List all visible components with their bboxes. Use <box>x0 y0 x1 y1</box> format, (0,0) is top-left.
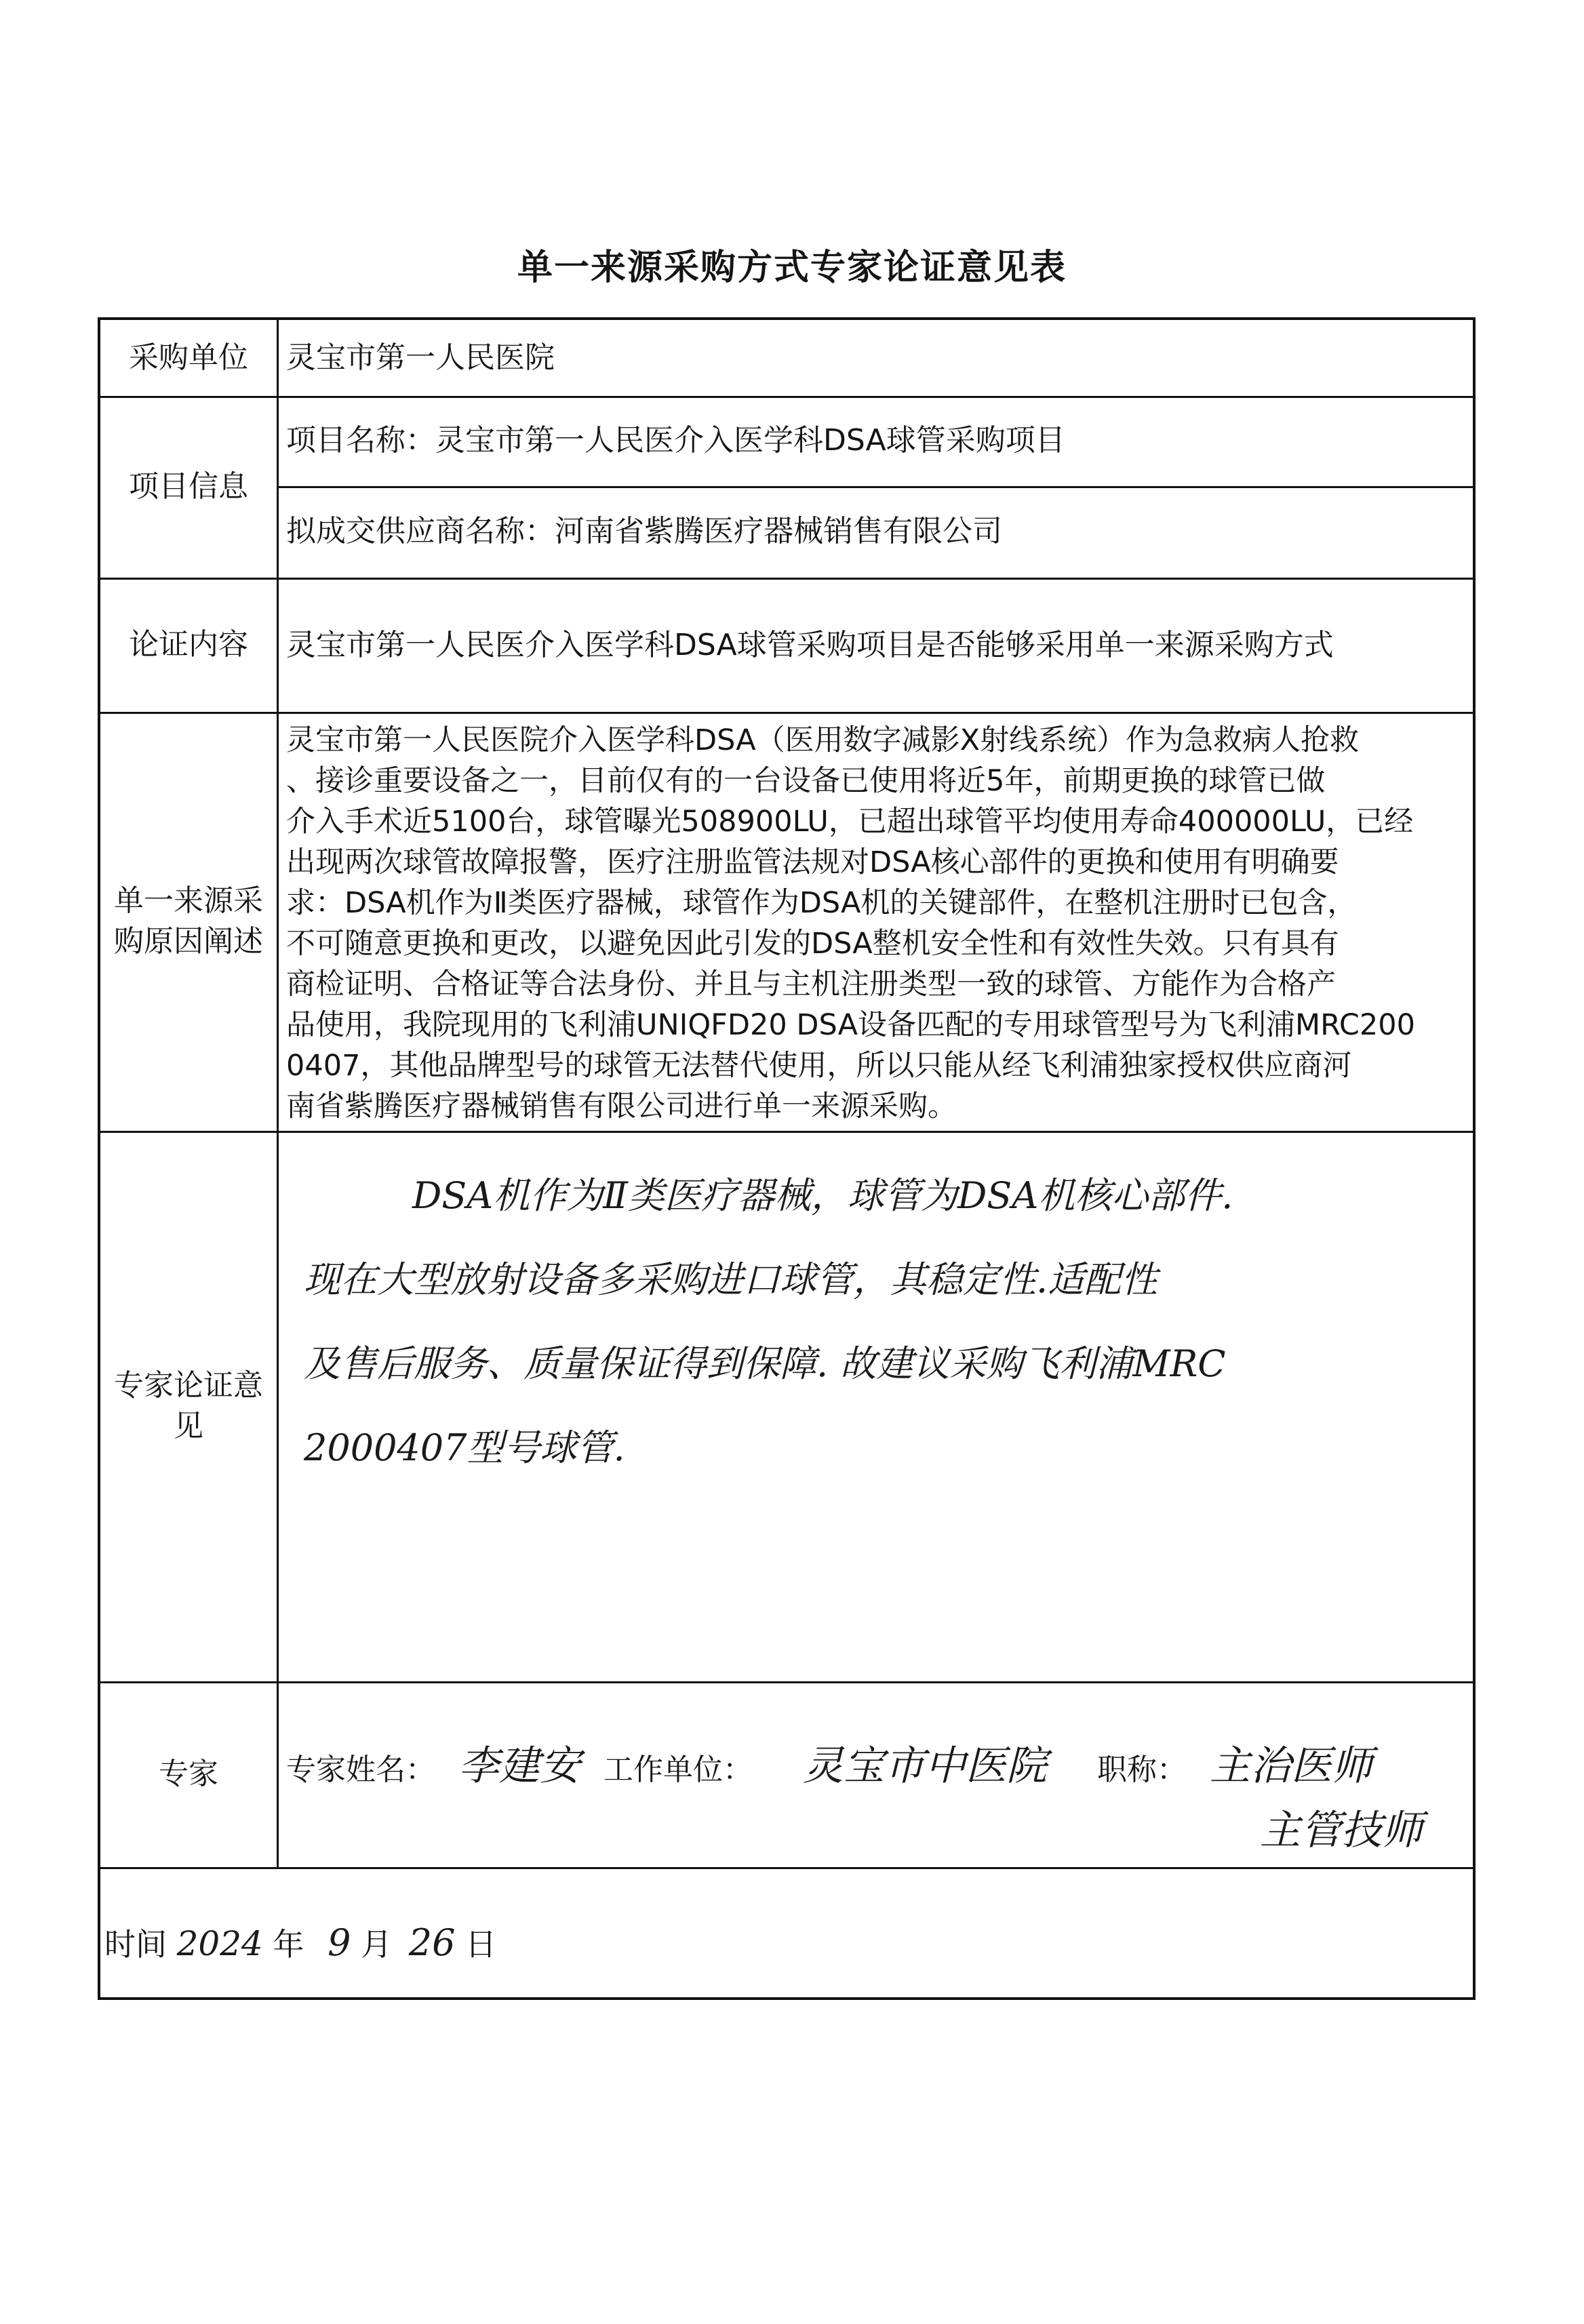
reason-line: 出现两次球管故障报警，医疗注册监管法规对DSA核心部件的更换和使用有明确要 <box>286 845 1339 879</box>
row-divider <box>100 712 1473 714</box>
reason-text <box>286 720 1466 1127</box>
row-divider <box>100 396 1473 398</box>
reason-line: 0407，其他品牌型号的球管无法替代使用，所以只能从经飞利浦独家授权供应商河 <box>286 1049 1352 1083</box>
expert-opinion-handwritten <box>304 1154 1457 1490</box>
reason-line: 介入手术近5100台，球管曝光508900LU，已超出球管平均使用寿命400000LU，已经 <box>286 805 1414 839</box>
reason-line: 求：DSA机作为Ⅱ类医疗器械，球管作为DSA机的关键部件，在整机注册时已包含， <box>286 886 1357 920</box>
purchaser-value: 灵宝市第一人民医院 <box>286 340 555 375</box>
project-info-label: 项目信息 <box>129 469 248 504</box>
date-day-unit: 日 <box>465 1926 497 1963</box>
expert-signature: 李建安 <box>458 1742 580 1790</box>
job-title-value-2: 主管技师 <box>1260 1807 1423 1854</box>
reason-label: 单一来源采 购原因阐述 <box>114 883 263 959</box>
purchaser-label: 采购单位 <box>129 340 248 375</box>
expert-name-label: 专家姓名： <box>286 1752 435 1787</box>
reason-line: 品使用，我院现用的飞利浦UNIQFD20 DSA设备匹配的专用球管型号为飞利浦MRC200 <box>286 1008 1415 1042</box>
opinion-line: DSA机作为Ⅱ类医疗器械，球管为DSA机核心部件. <box>412 1174 1233 1217</box>
expert-info <box>286 1734 1372 1792</box>
date-row <box>104 1920 496 1965</box>
row-divider <box>100 1681 1473 1683</box>
reason-line: 南省紫腾医疗器械销售有限公司进行单一来源采购。 <box>286 1089 957 1123</box>
date-month-unit: 月 <box>361 1926 393 1963</box>
job-title-value-1: 主治医师 <box>1210 1742 1372 1790</box>
column-divider <box>277 320 279 1867</box>
expert-label: 专家 <box>159 1757 218 1791</box>
opinion-line: 现在大型放射设备多采购进口球管，其稳定性.适配性 <box>304 1258 1158 1301</box>
opinion-line: 2000407型号球管. <box>304 1426 625 1469</box>
reason-line: 灵宝市第一人民医院介入医学科DSA（医用数字减影X射线系统）作为急救病人抢救 <box>286 723 1360 757</box>
date-month: 9 <box>328 1921 351 1964</box>
date-day: 26 <box>408 1921 456 1964</box>
page-title: 单一来源采购方式专家论证意见表 <box>517 247 1067 288</box>
opinion-label: 专家论证意 见 <box>114 1368 263 1443</box>
opinion-line: 及售后服务、质量保证得到保障. 故建议采购飞利浦MRC <box>304 1342 1226 1385</box>
row-divider <box>277 486 1473 488</box>
expert-opinion-form <box>98 317 1476 2000</box>
row-divider <box>100 578 1473 580</box>
argument-value: 灵宝市第一人民医介入医学科DSA球管采购项目是否能够采用单一来源采购方式 <box>286 628 1334 662</box>
date-year-unit: 年 <box>273 1926 304 1963</box>
supplier-name: 拟成交供应商名称：河南省紫腾医疗器械销售有限公司 <box>286 514 1002 548</box>
date-year: 2024 <box>176 1924 263 1963</box>
reason-line: 商检证明、合格证等合法身份、并且与主机注册类型一致的球管、方能作为合格产 <box>286 967 1336 1001</box>
argument-label: 论证内容 <box>129 627 248 662</box>
date-label: 时间 <box>104 1926 167 1963</box>
row-divider <box>100 1867 1473 1869</box>
row-divider <box>100 1131 1473 1133</box>
work-unit-label: 工作单位： <box>603 1752 753 1787</box>
work-unit-value: 灵宝市中医院 <box>803 1742 1047 1790</box>
project-name: 项目名称：灵宝市第一人民医介入医学科DSA球管采购项目 <box>286 423 1065 458</box>
reason-line: 不可随意更换和更改，以避免因此引发的DSA整机安全性和有效性失效。只有具有 <box>286 927 1339 961</box>
reason-line: 、接诊重要设备之一，目前仅有的一台设备已使用将近5年，前期更换的球管已做 <box>286 764 1326 798</box>
job-title-label: 职称： <box>1097 1752 1187 1787</box>
